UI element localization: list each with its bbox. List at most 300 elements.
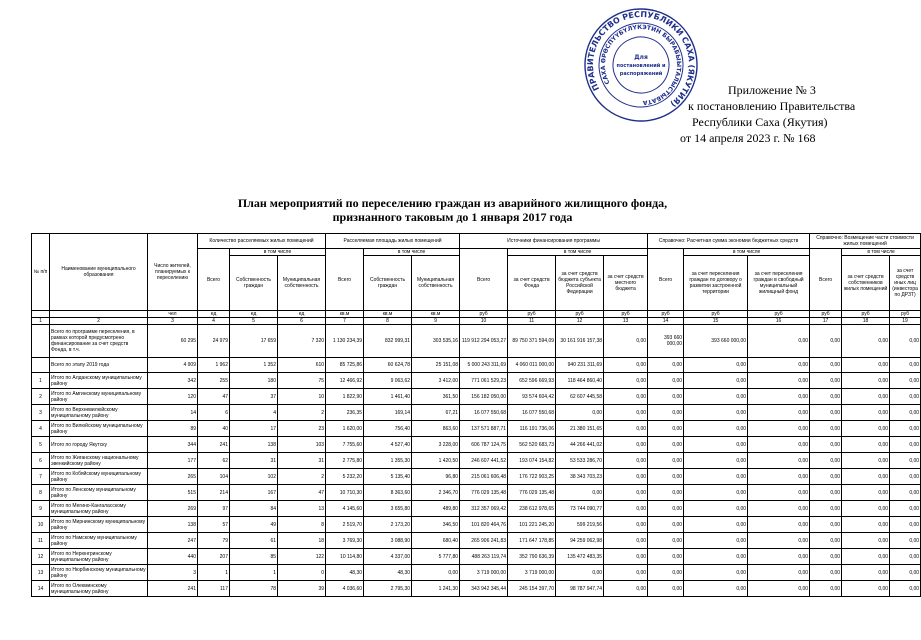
header-comp-others: за счет средств иных лиц (инвестора по ДРЗТ) [890, 256, 921, 311]
row-value-cell: 53 533 286,70 [556, 453, 604, 469]
row-number: 6 [32, 453, 50, 469]
row-value-cell: 89 [148, 421, 198, 437]
table-row [32, 501, 921, 517]
row-value-cell: 246 607 441,52 [460, 453, 508, 469]
row-value-cell: 0,00 [604, 373, 648, 389]
row-value-cell: 0,00 [648, 485, 684, 501]
row-value-cell: 180 [230, 373, 278, 389]
header-municipality: Наименование муниципального образования [50, 234, 148, 311]
row-municipality: Итого по Нерюнгринскому муниципальному району [50, 549, 148, 565]
header-area-group: Расселяемая площадь жилых помещений [326, 234, 460, 249]
row-number: 2 [32, 389, 50, 405]
row-value-cell: 0,00 [604, 581, 648, 597]
row-value-cell: 2 775,80 [326, 453, 364, 469]
document-title-line1: План мероприятий по переселению граждан из аварийного жилищного фонда, [237, 196, 668, 210]
row-value-cell: 0,00 [412, 565, 460, 581]
column-number-cell: 12 [556, 318, 604, 325]
row-value-cell: 1 620,00 [326, 421, 364, 437]
row-number: 9 [32, 501, 50, 517]
unit-cell: руб [842, 311, 890, 318]
column-number-cell: 18 [842, 318, 890, 325]
row-value-cell: 0,00 [684, 565, 748, 581]
row-value-cell: 0,00 [842, 469, 890, 485]
appendix-republic: Республики Саха (Якутия) [692, 115, 828, 129]
row-value-cell: 16 077 550,68 [508, 405, 556, 421]
row-value-cell: 0,00 [810, 469, 842, 485]
header-econ-free-fund: за счет переселения граждан в свободный муниципальный жилищный фонд [748, 256, 810, 311]
row-value-cell: 119 912 294 053,27 [460, 325, 508, 358]
row-municipality: Итого по Намскому муниципальному району [50, 533, 148, 549]
row-value-cell: 193 074 154,82 [508, 453, 556, 469]
row-value-cell: 0,00 [556, 565, 604, 581]
row-value-cell: 67,21 [412, 405, 460, 421]
column-number-cell: 13 [604, 318, 648, 325]
row-municipality: Итого по Амгинскому муниципальному району [50, 389, 148, 405]
row-value-cell: 4 060 011 000,00 [508, 358, 556, 373]
row-value-cell: 303 535,16 [412, 325, 460, 358]
column-number-cell: 17 [810, 318, 842, 325]
unit-cell: ед [278, 311, 326, 318]
row-value-cell: 60 624,78 [364, 358, 412, 373]
header-area-municipal: Муниципальная собственность [412, 256, 460, 311]
row-municipality: Итого по Кобяйскому муниципальному району [50, 469, 148, 485]
row-value-cell: 0,00 [890, 389, 921, 405]
row-value-cell: 0,00 [684, 358, 748, 373]
row-number: 7 [32, 469, 50, 485]
row-value-cell: 0,00 [810, 485, 842, 501]
row-value-cell: 62 [198, 453, 230, 469]
row-value-cell: 0,00 [842, 437, 890, 453]
row-value-cell: 101 221 245,20 [508, 517, 556, 533]
column-number-cell: 9 [412, 318, 460, 325]
row-value-cell: 5 777,80 [412, 549, 460, 565]
column-number-cell: 11 [508, 318, 556, 325]
row-value-cell: 0,00 [684, 389, 748, 405]
row-value-cell: 10 710,30 [326, 485, 364, 501]
units-row-tr [32, 311, 921, 318]
row-value-cell: 863,60 [412, 421, 460, 437]
row-value-cell: 0,00 [810, 358, 842, 373]
row-value-cell: 135 472 483,35 [556, 549, 604, 565]
row-value-cell: 2 173,20 [364, 517, 412, 533]
stamp-center-1: Для [634, 54, 648, 61]
row-value-cell: 0,00 [810, 389, 842, 405]
row-value-cell: 0,00 [556, 485, 604, 501]
column-number-cell: 16 [748, 318, 810, 325]
row-value-cell: 2 [278, 469, 326, 485]
row-value-cell: 940 231 311,69 [556, 358, 604, 373]
stamp-inner-text: САХА ӨРӨСПҮҮБҮЛҮКЭТИН БЫРАБЫЫТАЛЫСТЫБАТА [599, 23, 683, 107]
row-value-cell: 776 029 135,48 [508, 485, 556, 501]
row-value-cell: 0,00 [810, 565, 842, 581]
row-value-cell: 0,00 [604, 517, 648, 533]
row-number: 4 [32, 421, 50, 437]
row-municipality: Итого по Мирнинскому муниципальному району [50, 517, 148, 533]
row-value-cell: 0,00 [684, 517, 748, 533]
header-area-total: Всего [326, 249, 364, 311]
row-municipality: Итого по Нюрбинскому муниципальному району [51, 566, 146, 579]
row-value-cell: 0,00 [604, 437, 648, 453]
unit-cell: ед [198, 311, 230, 318]
row-value-cell: 0,00 [842, 405, 890, 421]
row-value-cell: 18 [278, 533, 326, 549]
row-value-cell: 0,00 [890, 437, 921, 453]
row-value-cell: 38 343 703,23 [556, 469, 604, 485]
header-rooms-incl: в том числе [230, 249, 326, 256]
row-value-cell: 3 228,00 [412, 437, 460, 453]
row-value-cell: 0,00 [648, 517, 684, 533]
row-value-cell: 122 [278, 549, 326, 565]
row-value-cell: 61 [230, 533, 278, 549]
row-value-cell: 0,00 [890, 405, 921, 421]
header-econ-total: Всего [648, 249, 684, 311]
row-value-cell: 0,00 [648, 533, 684, 549]
row-value-cell: 37 [230, 389, 278, 405]
header-rooms-municipal: Муниципальная собственность [278, 256, 326, 311]
row-value-cell: 241 [148, 581, 198, 597]
row-value-cell: 771 061 529,23 [460, 373, 508, 389]
row-value-cell: 269 [148, 501, 198, 517]
row-municipality: Всего по программе переселения, в рамках которой предусмотрено финансирование за счет средств Фонда, в т.ч. [50, 325, 148, 358]
row-value-cell: 238 612 978,65 [508, 501, 556, 517]
row-number: 5 [32, 437, 50, 453]
row-value-cell: 0,00 [748, 485, 810, 501]
row-municipality: Итого по Олекминскому муниципальному району [50, 581, 148, 597]
row-value-cell: 0,00 [604, 389, 648, 405]
row-municipality: Итого по Верхневилюйскому муниципальному району [50, 405, 148, 421]
row-value-cell: 85 725,86 [326, 358, 364, 373]
row-value-cell: 1 241,30 [412, 581, 460, 597]
header-comp-incl: в том числе [842, 249, 921, 256]
row-value-cell: 0,00 [748, 437, 810, 453]
unit-cell: ед [230, 311, 278, 318]
row-value-cell: 0,00 [684, 437, 748, 453]
row-value-cell: 1 962 [198, 358, 230, 373]
row-value-cell: 0,00 [556, 405, 604, 421]
row-value-cell: 610 [278, 358, 326, 373]
table-row [32, 437, 921, 453]
row-value-cell: 7 755,60 [326, 437, 364, 453]
row-value-cell: 215 061 606,48 [460, 469, 508, 485]
row-value-cell: 0,00 [604, 421, 648, 437]
row-value-cell: 0,00 [648, 358, 684, 373]
header-financing-group: Источники финансирования программы [460, 234, 648, 249]
row-value-cell: 98 787 947,74 [556, 581, 604, 597]
row-value-cell: 0,00 [648, 389, 684, 405]
row-value-cell: 0 [278, 565, 326, 581]
row-value-cell: 832 999,31 [364, 325, 412, 358]
row-value-cell: 16 077 550,68 [460, 405, 508, 421]
header-subject-budget: за счет средств бюджета субъекта Российской Федерации [556, 256, 604, 311]
row-value-cell: 12 466,92 [326, 373, 364, 389]
unit-cell: руб [810, 311, 842, 318]
column-number-cell: 10 [460, 318, 508, 325]
row-municipality: Итого по Мегино-Кангаласскому муниципальному району [50, 501, 148, 517]
row-value-cell: 0,00 [604, 549, 648, 565]
row-value-cell: 0,00 [604, 405, 648, 421]
table-row [32, 389, 921, 405]
row-value-cell: 0,00 [684, 533, 748, 549]
row-value-cell: 0,00 [890, 501, 921, 517]
unit-cell-empty [32, 311, 50, 318]
row-value-cell: 0,00 [648, 549, 684, 565]
appendix-date: от 14 апреля 2023 г. № 168 [680, 131, 816, 145]
unit-cell: руб [748, 311, 810, 318]
row-value-cell: 31 [230, 453, 278, 469]
row-value-cell: 0,00 [810, 453, 842, 469]
unit-cell: кв.м [326, 311, 364, 318]
table-row [32, 469, 921, 485]
row-value-cell: 0,00 [842, 485, 890, 501]
row-value-cell: 0,00 [748, 533, 810, 549]
row-value-cell: 8 363,60 [364, 485, 412, 501]
row-number: 1 [32, 373, 50, 389]
row-value-cell: 0,00 [810, 373, 842, 389]
row-municipality: Итого по Вилюйскому муниципальному району [50, 421, 148, 437]
row-value-cell: 3 [148, 565, 198, 581]
row-value-cell: 0,00 [890, 421, 921, 437]
row-value-cell: 562 520 683,73 [508, 437, 556, 453]
row-value-cell: 0,00 [810, 405, 842, 421]
row-value-cell: 0,00 [648, 469, 684, 485]
row-value-cell: 0,00 [842, 581, 890, 597]
row-value-cell: 606 787 124,75 [460, 437, 508, 453]
row-value-cell: 21 380 151,65 [556, 421, 604, 437]
table-row [32, 549, 921, 565]
resettlement-plan-table [31, 233, 921, 597]
row-value-cell: 0,00 [684, 405, 748, 421]
row-value-cell: 78 [230, 581, 278, 597]
row-value-cell: 4 036,60 [326, 581, 364, 597]
column-number-cell: 6 [278, 318, 326, 325]
table-header [32, 234, 921, 311]
row-value-cell: 0,00 [648, 453, 684, 469]
row-value-cell: 0,00 [842, 533, 890, 549]
row-value-cell: 0,00 [684, 373, 748, 389]
row-value-cell: 89 750 371 594,09 [508, 325, 556, 358]
row-value-cell: 14 [148, 405, 198, 421]
row-value-cell: 0,00 [842, 453, 890, 469]
table-body [32, 325, 921, 597]
unit-cell: руб [890, 311, 921, 318]
row-value-cell: 680,40 [412, 533, 460, 549]
row-value-cell: 0,00 [684, 485, 748, 501]
column-number-cell: 1 [32, 318, 50, 325]
row-value-cell: 0,00 [890, 453, 921, 469]
appendix-to-decree: к постановлению Правительства [688, 99, 856, 113]
row-value-cell: 96,80 [412, 469, 460, 485]
row-value-cell: 93 574 604,42 [508, 389, 556, 405]
table-row [32, 581, 921, 597]
row-value-cell: 3 655,80 [364, 501, 412, 517]
row-value-cell: 0,00 [748, 421, 810, 437]
row-value-cell: 0,00 [748, 517, 810, 533]
row-value-cell: 0,00 [890, 469, 921, 485]
row-value-cell: 48,30 [326, 565, 364, 581]
row-value-cell: 0,00 [604, 565, 648, 581]
row-value-cell: 0,00 [684, 581, 748, 597]
row-value-cell: 120 [148, 389, 198, 405]
row-value-cell: 0,00 [604, 325, 648, 358]
table-row [32, 373, 921, 389]
row-value-cell: 0,00 [604, 453, 648, 469]
appendix-block [680, 82, 890, 146]
table-row [32, 533, 921, 549]
row-value-cell: 0,00 [890, 517, 921, 533]
row-value-cell: 236,35 [326, 405, 364, 421]
header-compensation-group: Справочно: Возмещение части стоимости жилых помещений [810, 234, 921, 249]
row-value-cell: 4 909 [148, 358, 198, 373]
header-economy-group: Справочно: Расчетная сумма экономии бюджетных средств [648, 234, 810, 249]
row-value-cell: 62 607 445,58 [556, 389, 604, 405]
row-value-cell: 169,14 [364, 405, 412, 421]
row-municipality: Всего по этапу 2019 года [50, 358, 148, 373]
row-value-cell: 0,00 [604, 469, 648, 485]
row-value-cell: 0,00 [748, 373, 810, 389]
row-value-cell: 116 191 736,06 [508, 421, 556, 437]
row-value-cell: 0,00 [890, 358, 921, 373]
row-number: 14 [32, 581, 50, 597]
row-value-cell: 118 464 860,40 [556, 373, 604, 389]
table-row [32, 421, 921, 437]
row-value-cell: 0,00 [810, 437, 842, 453]
row-value-cell: 393 660 000,00 [684, 325, 748, 358]
row-value-cell: 0,00 [890, 533, 921, 549]
row-value-cell: 0,00 [748, 453, 810, 469]
row-value-cell: 49 [230, 517, 278, 533]
header-comp-total: Всего [810, 249, 842, 311]
header-fund: за счет средств Фонда [508, 256, 556, 311]
row-value-cell: 137 571 887,71 [460, 421, 508, 437]
row-value-cell: 3 412,00 [412, 373, 460, 389]
row-value-cell: 0,00 [890, 325, 921, 358]
header-rooms-group: Количество расселяемых жилых помещений [198, 234, 326, 249]
row-number [32, 325, 50, 358]
row-value-cell: 599 219,56 [556, 517, 604, 533]
column-numbers-row [32, 318, 921, 325]
row-value-cell: 515 [148, 485, 198, 501]
row-value-cell: 138 [230, 437, 278, 453]
row-value-cell: 0,00 [842, 565, 890, 581]
header-rooms-total: Всего [198, 249, 230, 311]
row-value-cell: 346,50 [412, 517, 460, 533]
row-value-cell: 312 357 069,42 [460, 501, 508, 517]
row-number: 10 [32, 517, 50, 533]
stamp-center-2: постановлений и [616, 63, 666, 69]
row-value-cell: 6 [198, 405, 230, 421]
row-value-cell: 44 266 441,02 [556, 437, 604, 453]
document-title-line2: признанного таковым до 1 января 2017 года [332, 210, 573, 224]
header-econ-incl: в том числе [684, 249, 810, 256]
row-value-cell: 5 135,40 [364, 469, 412, 485]
row-value-cell: 23 [278, 421, 326, 437]
row-value-cell: 0,00 [842, 373, 890, 389]
row-value-cell: 3 088,90 [364, 533, 412, 549]
row-value-cell: 3 719 000,00 [460, 565, 508, 581]
table-row [32, 565, 921, 581]
row-value-cell: 171 647 178,85 [508, 533, 556, 549]
row-value-cell: 207 [198, 549, 230, 565]
row-number: 8 [32, 485, 50, 501]
column-number-cell: 2 [50, 318, 148, 325]
row-value-cell: 102 [230, 469, 278, 485]
row-value-cell: 1 352 [230, 358, 278, 373]
row-value-cell: 57 [198, 517, 230, 533]
row-value-cell: 84 [230, 501, 278, 517]
row-value-cell: 75 [278, 373, 326, 389]
row-value-cell: 0,00 [748, 325, 810, 358]
row-value-cell: 488 263 119,74 [460, 549, 508, 565]
row-value-cell: 0,00 [648, 437, 684, 453]
header-econ-development: за счет переселения граждан по договору о развитии застроенной территории [684, 256, 748, 311]
row-value-cell: 0,00 [890, 485, 921, 501]
row-value-cell: 97 [198, 501, 230, 517]
row-value-cell: 103 [278, 437, 326, 453]
row-municipality: Итого по Алданскому муниципальному району [50, 373, 148, 389]
unit-cell: руб [604, 311, 648, 318]
row-municipality: Итого по Ленскому муниципальному району [50, 485, 148, 501]
row-value-cell: 0,00 [890, 549, 921, 565]
row-value-cell: 0,00 [890, 373, 921, 389]
row-value-cell: 0,00 [648, 405, 684, 421]
unit-cell: кв.м [412, 311, 460, 318]
row-value-cell: 4 527,40 [364, 437, 412, 453]
table-row [32, 517, 921, 533]
row-value-cell: 489,80 [412, 501, 460, 517]
row-value-cell: 0,00 [684, 453, 748, 469]
row-value-cell: 79 [198, 533, 230, 549]
row-value-cell: 9 063,62 [364, 373, 412, 389]
row-value-cell: 104 [198, 469, 230, 485]
row-number: 12 [32, 549, 50, 565]
row-value-cell: 10 [278, 389, 326, 405]
row-value-cell: 756,40 [364, 421, 412, 437]
column-number-cell: 19 [890, 318, 921, 325]
table-row [32, 358, 921, 373]
column-number-cell: 15 [684, 318, 748, 325]
row-value-cell: 0,00 [810, 517, 842, 533]
unit-cell: руб [684, 311, 748, 318]
units-row [32, 311, 921, 318]
row-number [32, 358, 50, 373]
row-value-cell: 440 [148, 549, 198, 565]
row-value-cell: 0,00 [842, 325, 890, 358]
stamp-center-3: распоряжений [619, 71, 663, 77]
row-value-cell: 0,00 [748, 405, 810, 421]
column-number-cell: 3 [148, 318, 198, 325]
table-row [32, 485, 921, 501]
row-value-cell: 343 942 345,44 [460, 581, 508, 597]
row-value-cell: 0,00 [890, 565, 921, 581]
row-value-cell: 255 [198, 373, 230, 389]
row-value-cell: 241 [198, 437, 230, 453]
row-value-cell: 156 182 050,00 [460, 389, 508, 405]
row-value-cell: 214 [198, 485, 230, 501]
row-value-cell: 8 [278, 517, 326, 533]
row-value-cell: 0,00 [810, 501, 842, 517]
row-value-cell: 3 769,30 [326, 533, 364, 549]
row-value-cell: 2 795,30 [364, 581, 412, 597]
column-number-cell: 7 [326, 318, 364, 325]
row-value-cell: 94 259 062,98 [556, 533, 604, 549]
header-number: № п/п [32, 234, 50, 311]
table-row [32, 405, 921, 421]
row-value-cell: 31 [278, 453, 326, 469]
row-value-cell: 0,00 [842, 421, 890, 437]
row-value-cell: 245 154 397,70 [508, 581, 556, 597]
column-number-cell: 4 [198, 318, 230, 325]
row-value-cell: 0,00 [748, 389, 810, 405]
